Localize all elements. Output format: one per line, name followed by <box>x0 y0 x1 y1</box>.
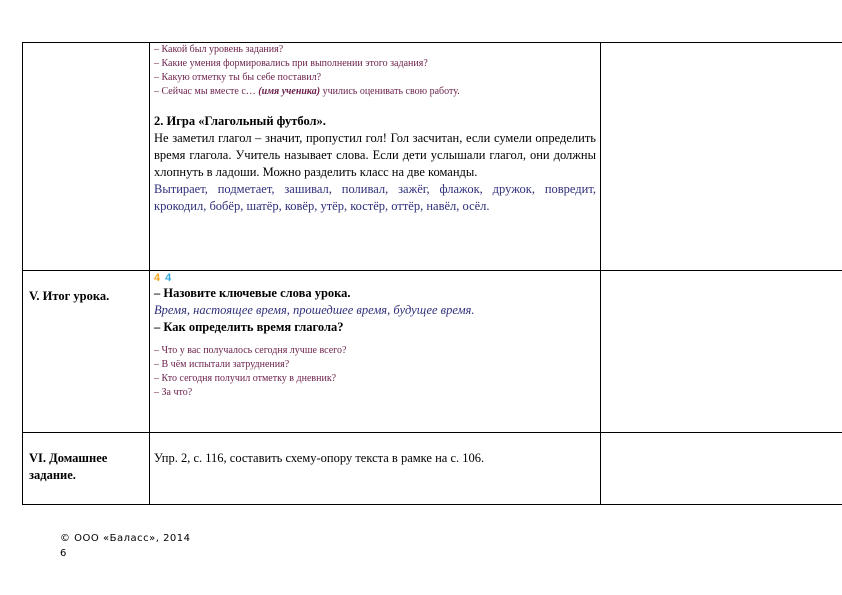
key-words: Время, настоящее время, прошедшее время, будущее время. <box>154 303 475 317</box>
copyright: © ООО «Баласс», 2014 <box>60 533 191 544</box>
lesson-table <box>22 42 842 505</box>
word-list: Вытирает, подметает, зашивал, поливал, зажёг, флажок, дружок, повредит, крокодил, бобёр, шатёр, ковёр, утёр, костёр, оттёр, навёл, осёл. <box>154 182 596 213</box>
question-line: – Кто сегодня получил отметку в дневник? <box>154 373 337 384</box>
question-line: – В чём испытали затруднения? <box>154 359 290 370</box>
question-bold: – Как определить время глагола? <box>154 320 344 334</box>
stage-cell <box>23 43 150 271</box>
question-line <box>154 85 596 99</box>
table-row <box>23 433 842 505</box>
homework-text: Упр. 2, с. 116, составить схему-опору текста в рамке на с. 106. <box>154 451 485 465</box>
content-cell <box>150 43 601 271</box>
stage-cell <box>23 433 150 505</box>
question-line: – Какие умения формировались при выполнении этого задания? <box>154 58 428 69</box>
content-cell <box>150 271 601 433</box>
question-line: – Какую отметку ты бы себе поставил? <box>154 72 322 83</box>
table-row <box>23 43 842 271</box>
question-bold: – Назовите ключевые слова урока. <box>154 286 351 300</box>
game-description: Не заметил глагол – значит, пропустил гол! Гол засчитан, если сумели определить время глагола. Учитель называет слова. Если дети услышали глагол, они должны хлопнуть в ладоши. Можно разделить класс на две команды. <box>154 131 596 179</box>
question-line: – Какой был уровень задания? <box>154 44 284 55</box>
question-text: учились оценивать свою работу. <box>320 86 460 97</box>
mark-orange: 4 <box>154 272 161 284</box>
question-line: – За что? <box>154 387 193 398</box>
page-number: 6 <box>60 548 67 559</box>
question-text: – Сейчас мы вместе с… <box>154 86 259 97</box>
notes-cell <box>601 43 842 271</box>
notes-cell <box>601 433 842 505</box>
student-name-placeholder: (имя ученика) <box>258 86 321 97</box>
mark-blue: 4 <box>165 272 172 284</box>
game-title: 2. Игра «Глагольный футбол». <box>154 114 326 128</box>
stage-title: VI. Домашнее задание. <box>29 451 108 482</box>
stage-title: V. Итог урока. <box>29 289 110 303</box>
marks <box>154 271 596 285</box>
notes-cell <box>601 271 842 433</box>
stage-cell <box>23 271 150 433</box>
question-line: – Что у вас получалось сегодня лучше всего? <box>154 345 347 356</box>
content-cell <box>150 433 601 505</box>
table-row <box>23 271 842 433</box>
